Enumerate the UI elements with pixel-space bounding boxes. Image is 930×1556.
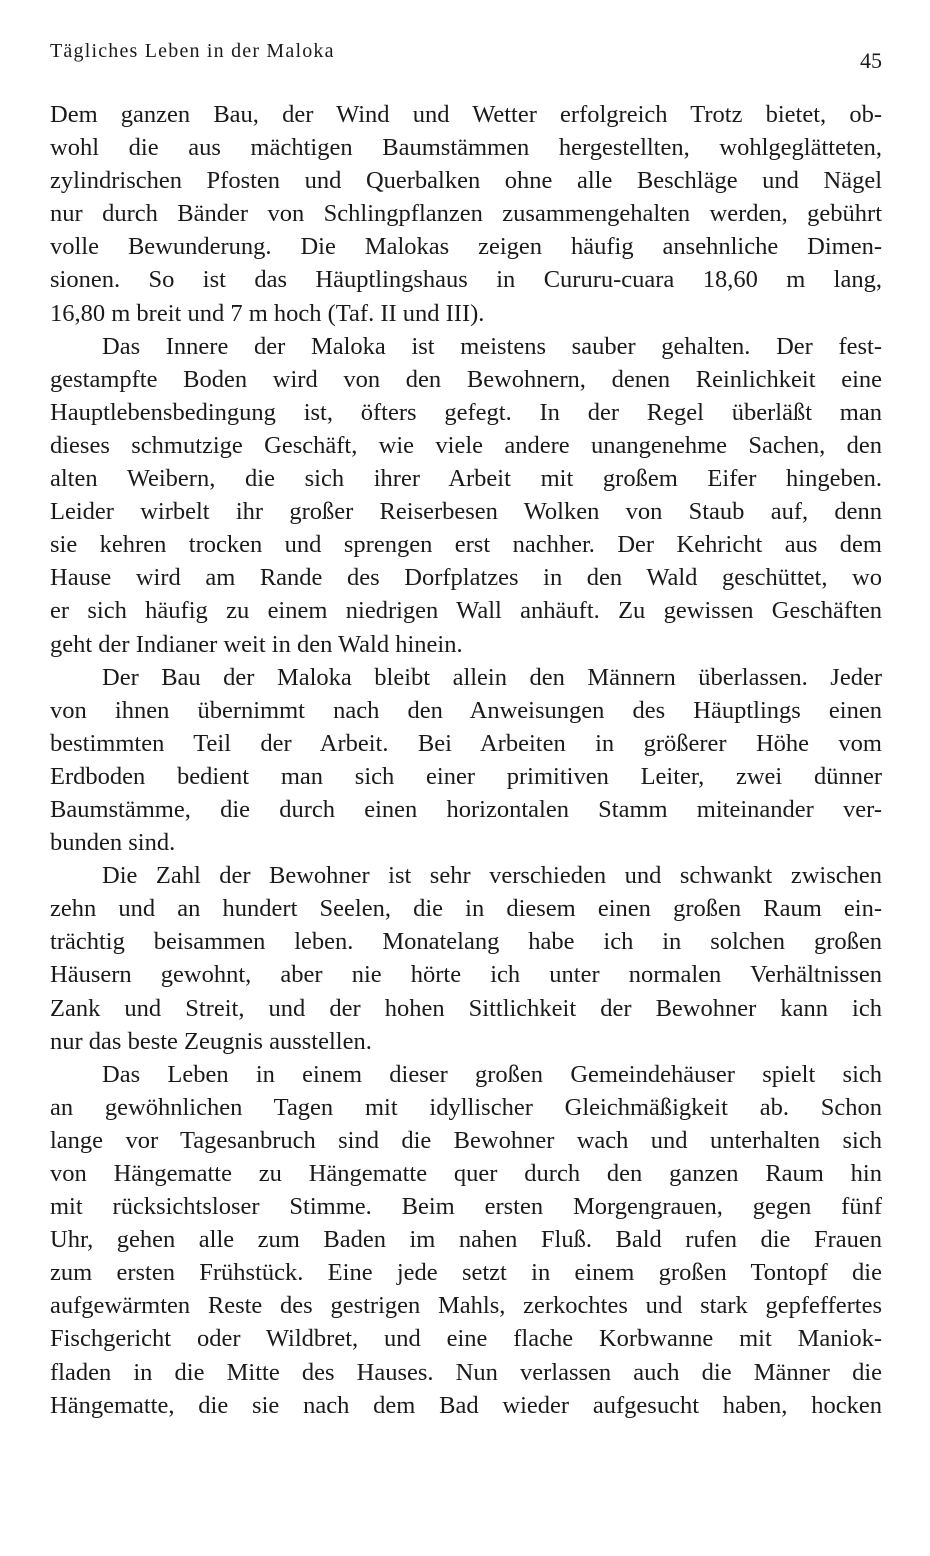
text-line: bunden sind. bbox=[50, 829, 176, 857]
text-line: sie kehren trocken und sprengen erst nachher. Der Kehricht aus dem bbox=[50, 531, 882, 559]
text-line: volle Bewunderung. Die Malokas zeigen häufig ansehnliche Dimen- bbox=[50, 233, 882, 261]
page-number: 45 bbox=[860, 48, 882, 73]
text-line: von ihnen übernimmt nach den Anweisungen des Häuptlings einen bbox=[50, 696, 882, 724]
text-line: an gewöhnlichen Tagen mit idyllischer Gleichmäßigkeit ab. Schon bbox=[50, 1093, 882, 1121]
running-head bbox=[50, 40, 882, 73]
text-line: Die Zahl der Bewohner ist sehr verschieden und schwankt zwischen bbox=[102, 862, 882, 890]
text-line: Dem ganzen Bau, der Wind und Wetter erfolgreich Trotz bietet, ob- bbox=[50, 101, 882, 128]
text-line: Uhr, gehen alle zum Baden im nahen Fluß. Bald rufen die Frauen bbox=[50, 1226, 882, 1254]
text-line: fladen in die Mitte des Hauses. Nun verlassen auch die Männer die bbox=[50, 1358, 882, 1386]
text-line: Leider wirbelt ihr großer Reiserbesen Wolken von Staub auf, denn bbox=[50, 498, 882, 526]
text-line: gestampfte Boden wird von den Bewohnern, denen Reinlichkeit eine bbox=[50, 365, 882, 393]
text-line: Erdboden bedient man sich einer primitiven Leiter, zwei dünner bbox=[50, 762, 882, 790]
text-line: wohl die aus mächtigen Baumstämmen hergestellten, wohlgeglätteten, bbox=[50, 134, 882, 162]
text-line: dieses schmutzige Geschäft, wie viele andere unangenehme Sachen, den bbox=[50, 431, 882, 459]
text-line: Zank und Streit, und der hohen Sittlichkeit der Bewohner kann ich bbox=[50, 994, 882, 1022]
text-line: Hauptlebensbedingung ist, öfters gefegt. In der Regel überläßt man bbox=[50, 398, 882, 426]
text-line: alten Weibern, die sich ihrer Arbeit mit großem Eifer hingeben. bbox=[50, 465, 882, 493]
text-line: sionen. So ist das Häuptlingshaus in Cururu-cuara 18,60 m lang, bbox=[50, 266, 882, 294]
text-line: geht der Indianer weit in den Wald hinein. bbox=[50, 630, 463, 658]
text-line: Das Innere der Maloka ist meistens sauber gehalten. Der fest- bbox=[102, 332, 882, 360]
text-line: Hängematte, die sie nach dem Bad wieder aufgesucht haben, hocken bbox=[50, 1391, 882, 1419]
text-line: von Hängematte zu Hängematte quer durch den ganzen Raum hin bbox=[50, 1160, 882, 1187]
text-line: Häusern gewohnt, aber nie hörte ich unter normalen Verhältnissen bbox=[50, 961, 882, 989]
text-line: nur durch Bänder von Schlingpflanzen zusammengehalten werden, gebührt bbox=[50, 200, 882, 228]
text-line: Hause wird am Rande des Dorfplatzes in den Wald geschüttet, wo bbox=[50, 564, 882, 592]
text-line: zum ersten Frühstück. Eine jede setzt in einem großen Tontopf die bbox=[50, 1259, 882, 1287]
text-line: lange vor Tagesanbruch sind die Bewohner wach und unterhalten sich bbox=[50, 1126, 882, 1154]
text-line: Fischgericht oder Wildbret, und eine flache Korbwanne mit Maniok- bbox=[50, 1325, 882, 1353]
text-line: aufgewärmten Reste des gestrigen Mahls, zerkochtes und stark gepfeffertes bbox=[50, 1292, 882, 1320]
text-line: er sich häufig zu einem niedrigen Wall anhäuft. Zu gewissen Geschäften bbox=[50, 597, 882, 625]
running-title: Tägliches Leben in der Maloka bbox=[50, 40, 335, 62]
text-line: mit rücksichtsloser Stimme. Beim ersten Morgengrauen, gegen fünf bbox=[50, 1193, 882, 1221]
text-line: nur das beste Zeugnis ausstellen. bbox=[50, 1027, 372, 1055]
text-line: bestimmten Teil der Arbeit. Bei Arbeiten in größerer Höhe vom bbox=[50, 729, 882, 757]
text-line: zylindrischen Pfosten und Querbalken ohne alle Beschläge und Nägel bbox=[50, 167, 882, 195]
body-text bbox=[50, 98, 882, 1422]
text-line: zehn und an hundert Seelen, die in diesem einen großen Raum ein- bbox=[50, 895, 882, 923]
text-line: trächtig beisammen leben. Monatelang habe ich in solchen großen bbox=[50, 928, 882, 956]
text-line: Der Bau der Maloka bleibt allein den Männern überlassen. Jeder bbox=[102, 663, 882, 691]
text-line: 16,80 m breit und 7 m hoch (Taf. II und III). bbox=[50, 299, 485, 327]
text-line: Das Leben in einem dieser großen Gemeindehäuser spielt sich bbox=[102, 1060, 882, 1088]
text-line: Baumstämme, die durch einen horizontalen Stamm miteinander ver- bbox=[50, 795, 882, 823]
